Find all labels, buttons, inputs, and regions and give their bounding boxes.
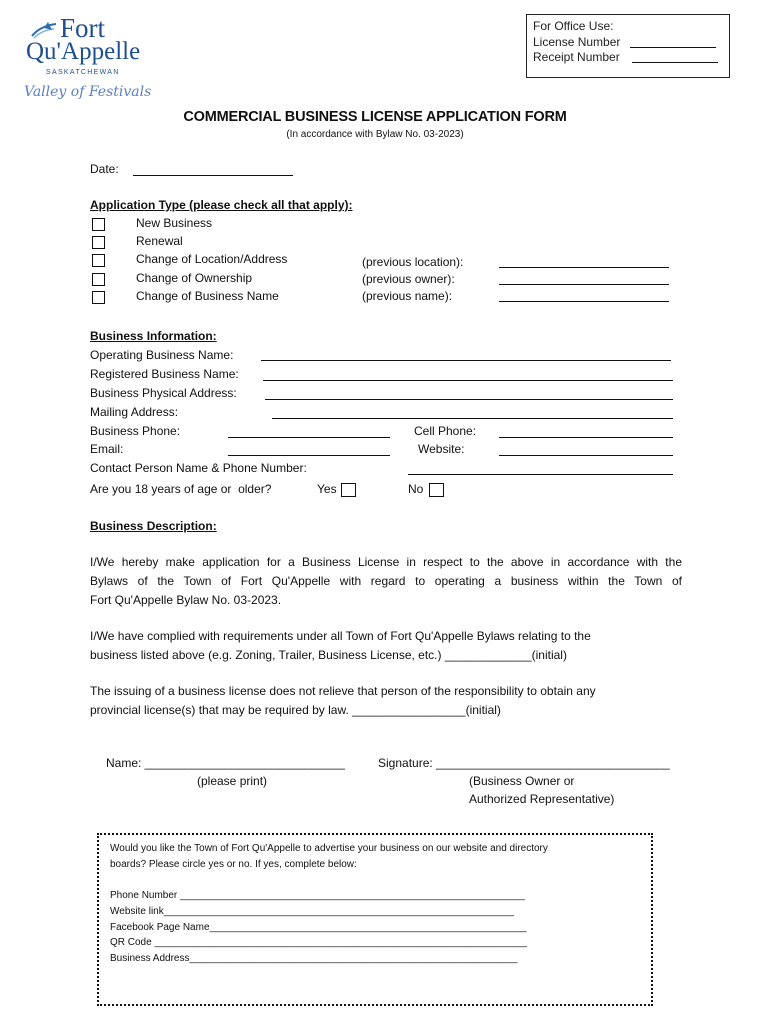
office-use-heading: For Office Use:	[533, 19, 614, 33]
contact-person-field[interactable]	[408, 474, 673, 475]
advertise-qr-code-field[interactable]: QR Code ___________________________________________________________________	[110, 937, 528, 948]
paragraph-line: I/We have complied with requirements under all Town of Fort Qu'Appelle Bylaws relating to the	[90, 629, 591, 643]
application-type-heading: Application Type (please check all that apply):	[90, 198, 353, 212]
advertise-facebook-field[interactable]: Facebook Page Name_________________________________________________________	[110, 922, 527, 933]
checkbox-change-name[interactable]	[92, 291, 105, 304]
physical-address-field[interactable]	[265, 399, 673, 400]
website-field[interactable]	[499, 455, 673, 456]
logo-tagline: Valley of Festivals	[24, 84, 152, 100]
logo-name-line1: Fort	[60, 13, 106, 43]
owner-note: (Business Owner or	[469, 774, 575, 788]
business-phone-label: Business Phone:	[90, 424, 181, 438]
checkbox-change-location[interactable]	[92, 254, 105, 267]
previous-location-field[interactable]	[499, 267, 669, 268]
representative-note: Authorized Representative)	[469, 792, 615, 806]
paragraph-line: The issuing of a business license does not relieve that person of the responsibility to obtain any	[90, 684, 596, 698]
operating-name-label: Operating Business Name:	[90, 348, 234, 362]
email-field[interactable]	[228, 455, 390, 456]
advertise-address-field[interactable]: Business Address___________________________________________________________	[110, 953, 518, 964]
license-number-field[interactable]	[630, 47, 716, 48]
age-question-label: Are you 18 years of age or older?	[90, 482, 272, 496]
advertise-intro-line: Would you like the Town of Fort Qu'Appelle to advertise your business on our website and directory	[110, 843, 548, 854]
signature-field[interactable]: Signature: ___________________________________	[378, 756, 670, 770]
checkbox-renewal[interactable]	[92, 236, 105, 249]
operating-name-field[interactable]	[261, 360, 671, 361]
paragraph-line: provincial license(s) that may be required by law. _________________(initial)	[90, 703, 501, 717]
physical-address-label: Business Physical Address:	[90, 386, 237, 400]
option-new-business: New Business	[136, 216, 213, 230]
website-label: Website:	[418, 442, 465, 456]
form-title: COMMERCIAL BUSINESS LICENSE APPLICATION FORM	[183, 109, 567, 125]
application-statement-paragraph	[90, 553, 682, 610]
age-yes-label: Yes	[317, 482, 337, 496]
logo-name-line2: Qu'Appelle	[26, 38, 141, 65]
option-renewal: Renewal	[136, 234, 183, 248]
checkbox-change-ownership[interactable]	[92, 273, 105, 286]
previous-name-field[interactable]	[499, 301, 669, 302]
license-number-label: License Number	[533, 35, 621, 49]
checkbox-new-business[interactable]	[92, 218, 105, 231]
email-label: Email:	[90, 442, 124, 456]
checkbox-age-yes[interactable]	[341, 483, 356, 497]
paragraph-line: Fort Qu'Appelle Bylaw No. 03-2023.	[90, 593, 282, 607]
contact-person-label: Contact Person Name & Phone Number:	[90, 461, 307, 475]
compliance-paragraph	[90, 627, 682, 665]
checkbox-age-no[interactable]	[429, 483, 444, 497]
mailing-address-label: Mailing Address:	[90, 405, 179, 419]
paragraph-line: business listed above (e.g. Zoning, Trailer, Business License, etc.) _____________(initial)	[90, 648, 567, 662]
business-phone-field[interactable]	[228, 437, 390, 438]
registered-name-field[interactable]	[263, 380, 673, 381]
cell-phone-label: Cell Phone:	[414, 424, 477, 438]
option-change-name: Change of Business Name	[136, 289, 279, 303]
print-note: (please print)	[197, 774, 268, 788]
advertise-website-field[interactable]: Website link_______________________________________________________________	[110, 906, 515, 917]
advertise-intro-line: boards? Please circle yes or no. If yes, complete below:	[110, 859, 357, 870]
receipt-number-field[interactable]	[632, 62, 718, 63]
form-subtitle: (In accordance with Bylaw No. 03-2023)	[286, 129, 464, 140]
date-field[interactable]	[133, 175, 293, 176]
paragraph-line: I/We hereby make application for a Business License in respect to the above in accordance with the	[90, 555, 682, 569]
date-label: Date:	[90, 162, 119, 176]
age-no-label: No	[408, 482, 424, 496]
previous-owner-field[interactable]	[499, 284, 669, 285]
option-change-ownership: Change of Ownership	[136, 271, 253, 285]
cell-phone-field[interactable]	[499, 437, 673, 438]
previous-owner-label: (previous owner):	[362, 272, 455, 286]
registered-name-label: Registered Business Name:	[90, 367, 239, 381]
paragraph-line: Bylaws of the Town of Fort Qu'Appelle with regard to operating a business within the Town of	[90, 574, 682, 588]
business-info-heading: Business Information:	[90, 329, 217, 343]
previous-location-label: (previous location):	[362, 255, 464, 269]
logo-province: SASKATCHEWAN	[46, 69, 120, 76]
advertise-phone-field[interactable]: Phone Number ______________________________________________________________	[110, 890, 525, 901]
previous-name-label: (previous name):	[362, 289, 453, 303]
option-change-location: Change of Location/Address	[136, 252, 288, 266]
receipt-number-label: Receipt Number	[533, 50, 620, 64]
provincial-license-paragraph	[90, 682, 682, 720]
business-description-heading: Business Description:	[90, 519, 217, 533]
town-logo	[22, 13, 152, 109]
name-signature-field[interactable]: Name: ______________________________	[106, 756, 345, 770]
mailing-address-field[interactable]	[272, 418, 673, 419]
